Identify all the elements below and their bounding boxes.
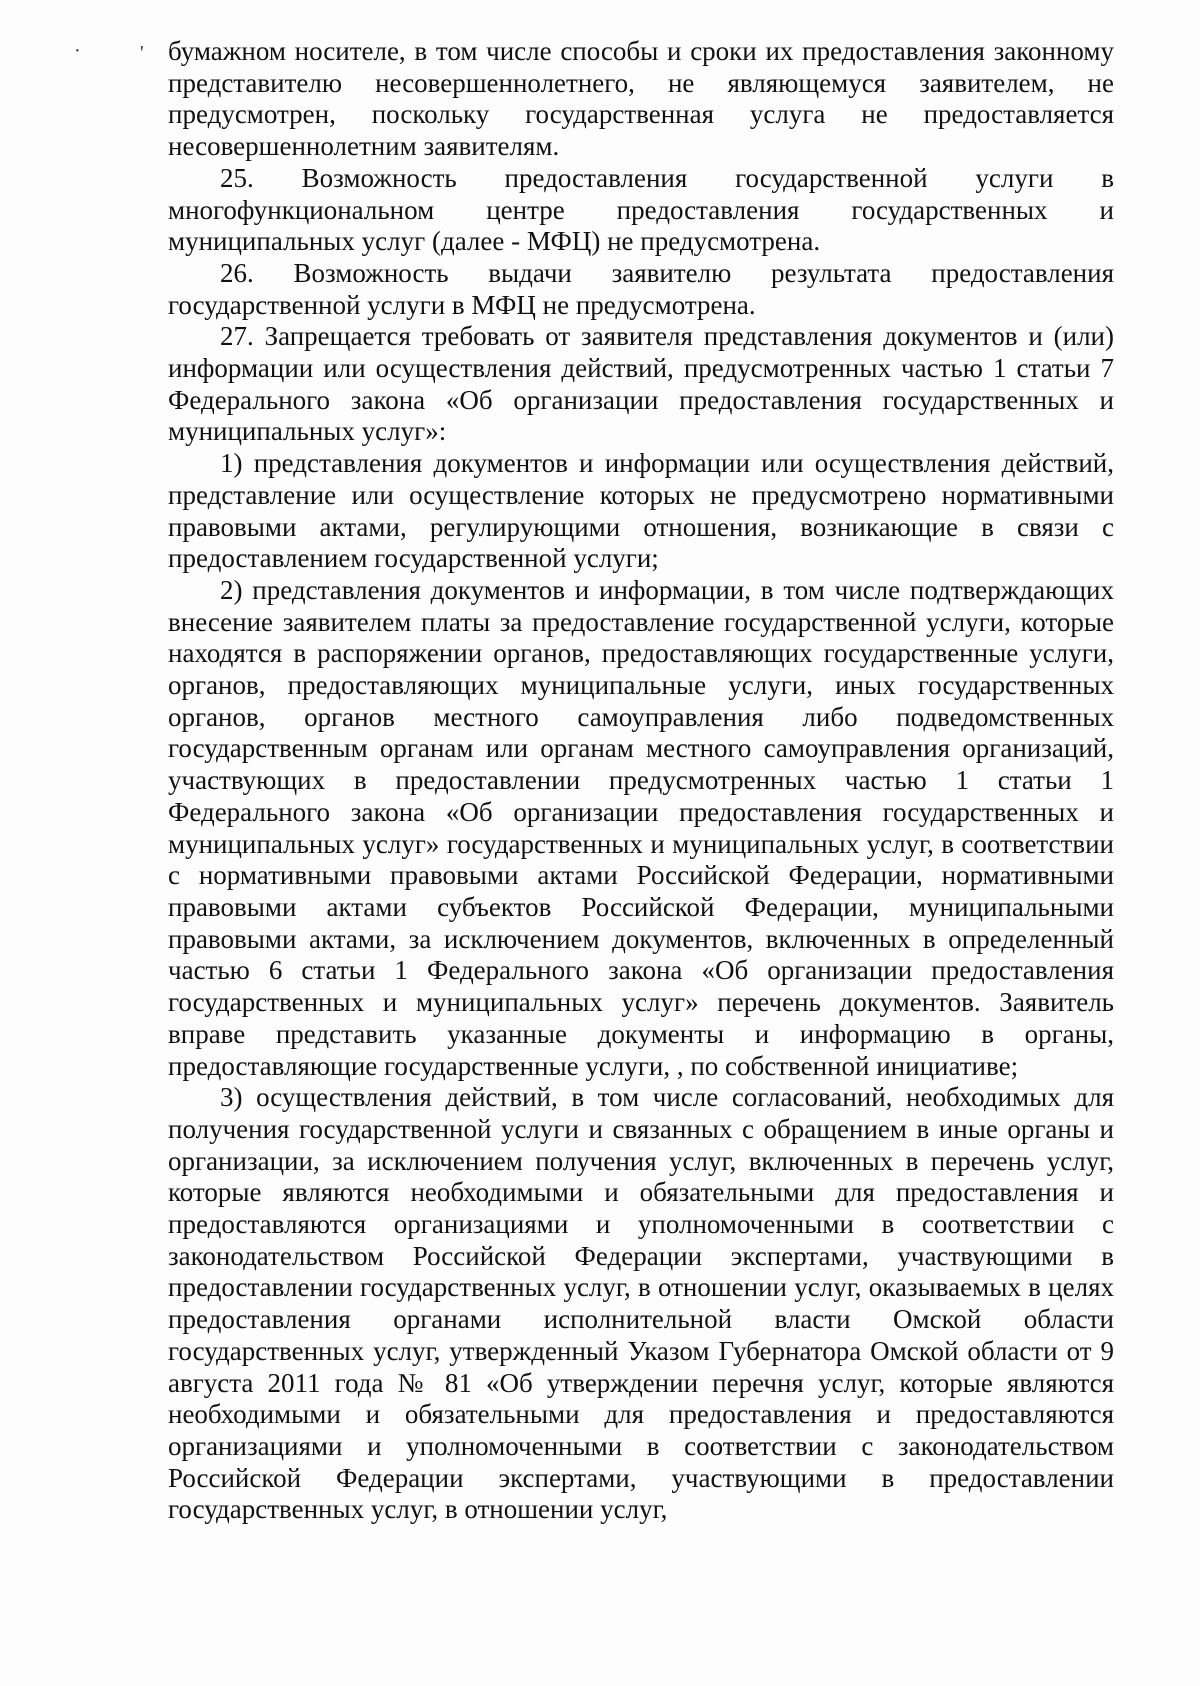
- paragraph-27: 27. Запрещается требовать от заявителя представления документов и (или) информации или осуществления действий, предусмотренных частью 1 статьи 7 Федерального закона «Об организации предоставления государственных и муниципальных услуг»:: [168, 321, 1114, 447]
- paragraph-27-item-1: 1) представления документов и информации или осуществления действий, представление или осуществление которых не предусмотрено нормативными правовыми актами, регулирующими отношения, возникающие в связи с предоставлением государственной услуги;: [168, 448, 1114, 574]
- paragraph-26: 26. Возможность выдачи заявителю результата предоставления государственной услуги в МФЦ не предусмотрена.: [168, 257, 1114, 320]
- scan-artifact-dot: ·: [74, 40, 81, 62]
- scan-artifact-tick: ': [140, 42, 144, 64]
- paragraph-27-item-3: 3) осуществления действий, в том числе согласований, необходимых для получения государственной услуги и связанных с обращением в иные органы и организации, за исключением получения услуг, включенных в перечень услуг, которые являются необходимыми и обязательными для предоставления и предоставляются организациями и уполномоченными в соответствии с законодательством Российской Федерации экспертами, участвующими в предоставлении государственных услуг, в отношении услуг, оказываемых в целях предоставления органами исполнительной власти Омской области государственных услуг, утвержденный Указом Губернатора Омской области от 9 августа 2011 года № 81 «Об утверждении перечня услуг, которые являются необходимыми и обязательными для предоставления и предоставляются организациями и уполномоченными в соответствии с законодательством Российской Федерации экспертами, участвующими в предоставлении государственных услуг, в отношении услуг,: [168, 1082, 1114, 1525]
- paragraph-continuation: бумажном носителе, в том числе способы и сроки их предоставления законному представителю несовершеннолетнего, не являющемуся заявителем, не предусмотрен, поскольку государственная услуга не предоставляется несовершеннолетним заявителям.: [168, 36, 1114, 162]
- document-body: [168, 36, 1114, 1526]
- paragraph-25: 25. Возможность предоставления государственной услуги в многофункциональном центре предоставления государственных и муниципальных услуг (далее - МФЦ) не предусмотрена.: [168, 162, 1114, 257]
- paragraph-27-item-2: 2) представления документов и информации, в том числе подтверждающих внесение заявителем платы за предоставление государственной услуги, которые находятся в распоряжении органов, предоставляющих государственные услуги, органов, предоставляющих муниципальные услуги, иных государственных органов, органов местного самоуправления либо подведомственных государственным органам или органам местного самоуправления организаций, участвующих в предоставлении предусмотренных частью 1 статьи 1 Федерального закона «Об организации предоставления государственных и муниципальных услуг» государственных и муниципальных услуг, в соответствии с нормативными правовыми актами Российской Федерации, нормативными правовыми актами субъектов Российской Федерации, муниципальными правовыми актами, за исключением документов, включенных в определенный частью 6 статьи 1 Федерального закона «Об организации предоставления государственных и муниципальных услуг» перечень документов. Заявитель вправе представить указанные документы и информацию в органы, предоставляющие государственные услуги, , по собственной инициативе;: [168, 574, 1114, 1081]
